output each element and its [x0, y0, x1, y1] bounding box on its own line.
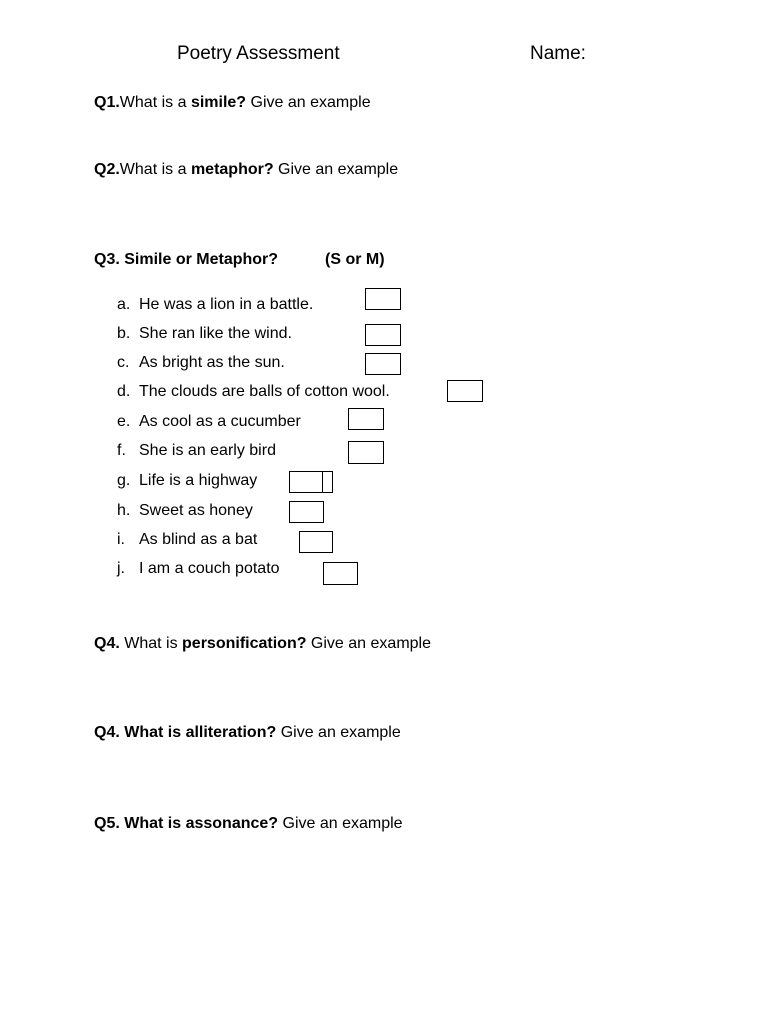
name-label: Name: [530, 43, 586, 64]
item-letter: i. [117, 531, 125, 548]
question-heading: Q4. What is alliteration? [94, 724, 277, 741]
item-text: As bright as the sun. [139, 354, 285, 371]
question-instruction: Give an example [273, 161, 399, 178]
item-text: She ran like the wind. [139, 325, 292, 342]
item-letter: a. [117, 296, 131, 313]
question-instruction: Give an example [306, 635, 431, 652]
question-2 [94, 161, 398, 179]
question-heading: Q5. What is assonance? [94, 815, 279, 832]
question-number: Q4. [94, 635, 120, 652]
box-divider [322, 472, 323, 492]
question-instruction: Give an example [278, 815, 403, 832]
question-term: metaphor? [190, 161, 274, 178]
item-text: The clouds are balls of cotton wool. [139, 383, 390, 400]
answer-box[interactable] [447, 380, 483, 402]
item-letter: b. [117, 325, 131, 342]
item-letter: d. [117, 383, 131, 400]
page-title: Poetry Assessment [177, 43, 340, 64]
question-instruction: Give an example [246, 94, 371, 111]
question-term: personification? [182, 635, 307, 652]
item-text: I am a couch potato [139, 560, 280, 577]
item-letter: h. [117, 502, 131, 519]
question-number: Q1. [94, 94, 120, 111]
question-text: What is a [119, 161, 191, 178]
question-instruction: Give an example [276, 724, 401, 741]
answer-box[interactable] [299, 531, 333, 553]
item-letter: j. [117, 560, 125, 577]
question-4-personification [94, 635, 431, 653]
question-4-alliteration [94, 724, 401, 742]
question-1 [94, 94, 371, 112]
item-text: Sweet as honey [139, 502, 253, 519]
item-text: As blind as a bat [139, 531, 258, 548]
item-text: As cool as a cucumber [139, 413, 301, 430]
item-text: She is an early bird [139, 442, 276, 459]
question-3-heading: Q3. Simile or Metaphor? [94, 251, 279, 268]
question-3-hint: (S or M) [325, 251, 385, 268]
answer-box[interactable] [365, 324, 401, 346]
answer-box[interactable] [365, 288, 401, 310]
question-5-assonance [94, 815, 403, 833]
item-text: Life is a highway [139, 472, 258, 489]
answer-box[interactable] [365, 353, 401, 375]
item-letter: g. [117, 472, 131, 489]
item-letter: f. [117, 442, 126, 459]
question-number: Q2. [94, 161, 120, 178]
answer-box[interactable] [323, 562, 358, 585]
question-text: What is a [119, 94, 191, 111]
item-letter: e. [117, 413, 131, 430]
answer-box[interactable] [348, 408, 384, 430]
item-text: He was a lion in a battle. [139, 296, 314, 313]
answer-box[interactable] [289, 501, 324, 523]
answer-box[interactable] [289, 471, 333, 493]
question-term: simile? [190, 94, 247, 111]
answer-box[interactable] [348, 441, 384, 464]
question-text: What is [119, 635, 183, 652]
item-letter: c. [117, 354, 130, 371]
